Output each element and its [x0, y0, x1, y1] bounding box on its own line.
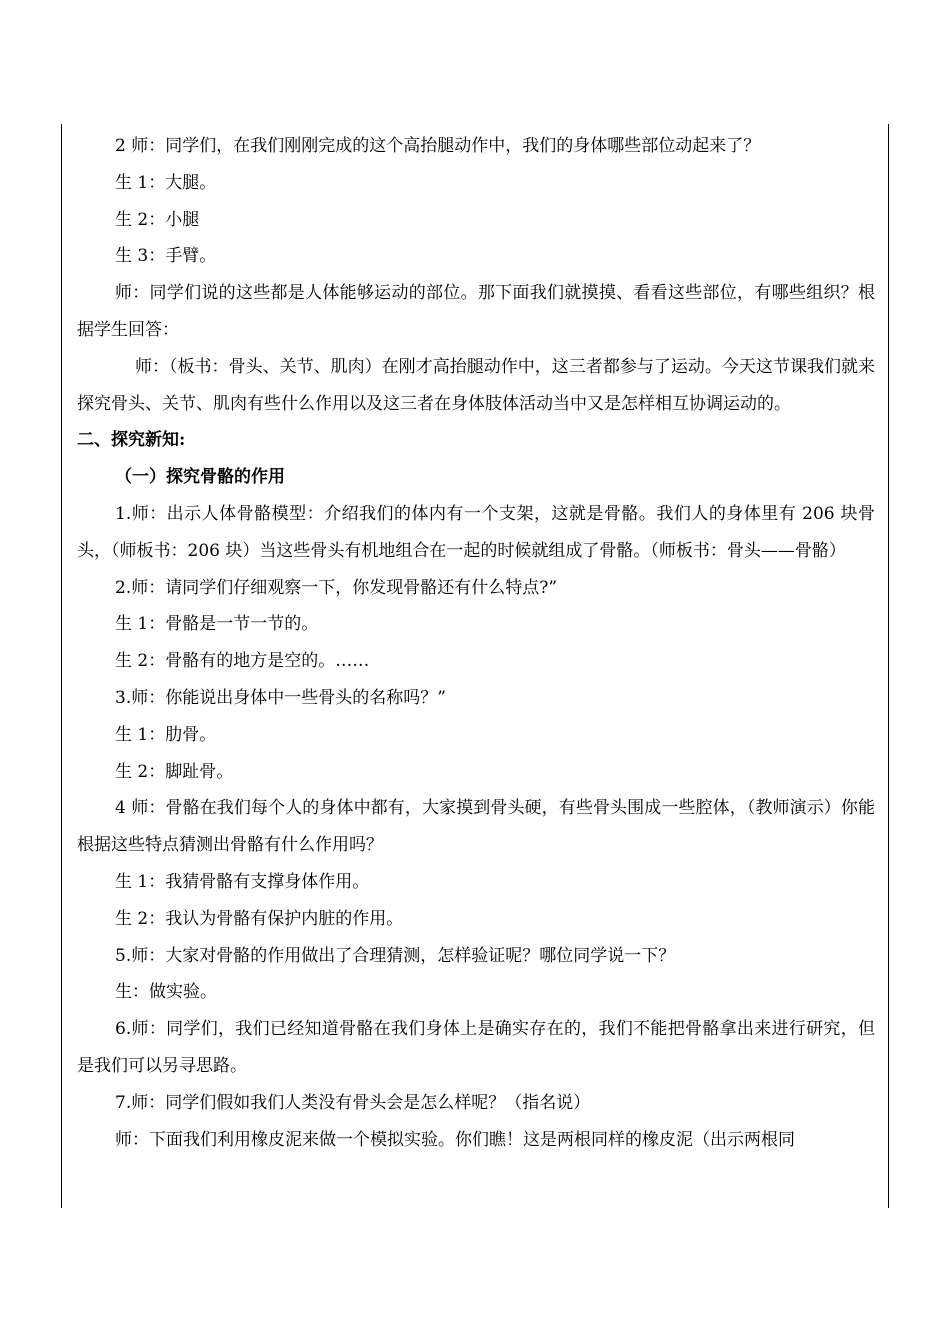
paragraph: 师：同学们说的这些都是人体能够运动的部位。那下面我们就摸摸、看看这些部位，有哪些组织？根据学生回答： [77, 283, 875, 340]
paragraph: 7.师：同学们假如我们人类没有骨头会是怎么样呢？（指名说） [115, 1092, 591, 1113]
paragraph: 1.师：出示人体骨骼模型：介绍我们的体内有一个支架，这就是骨骼。我们人的身体里有 206 块骨头，（师板书：206 块）当这些骨头有机地组合在一起的时候就组成了骨骼。（师板书：骨头——骨骼） [77, 503, 875, 561]
paragraph: 师：（板书：骨头、关节、肌肉）在刚才高抬腿动作中，这三者都参与了运动。今天这节课我们就来探究骨头、关节、肌肉有些什么作用以及这三者在身体肢体活动当中又是怎样相互协调运动的。 [77, 356, 875, 414]
paragraph: 生 2：小腿 [115, 209, 200, 230]
paragraph: 生 1：骨骼是一节一节的。 [115, 614, 319, 635]
paragraph: 生 2：骨骼有的地方是空的。…… [115, 651, 370, 672]
paragraph: 5.师：大家对骨骼的作用做出了合理猜测，怎样验证呢？哪位同学说一下？ [115, 945, 676, 966]
paragraph: 生：做实验。 [115, 982, 217, 1003]
paragraph: 生 2：脚趾骨。 [115, 761, 234, 782]
paragraph: 3.师：你能说出身体中一些骨头的名称吗？” [115, 687, 446, 708]
paragraph: 生 2：我认为骨骼有保护内脏的作用。 [115, 908, 404, 929]
lesson-content [77, 128, 875, 1158]
paragraph: 生 1：我猜骨骼有支撑身体作用。 [115, 871, 370, 892]
paragraph: 2 师：同学们，在我们刚刚完成的这个高抬腿动作中，我们的身体哪些部位动起来了？ [115, 136, 761, 156]
section-heading: 二、探究新知: [77, 430, 186, 451]
paragraph: 生 1：肋骨。 [115, 724, 217, 745]
paragraph: 生 1：大腿。 [115, 172, 217, 193]
paragraph: 生 3：手臂。 [115, 246, 217, 267]
paragraph: 2.师：请同学们仔细观察一下，你发现骨骼还有什么特点?” [115, 577, 558, 598]
paragraph: 师：下面我们利用橡皮泥来做一个模拟实验。你们瞧！这是两根同样的橡皮泥（出示两根同 [115, 1129, 795, 1150]
paragraph: 6.师：同学们，我们已经知道骨骼在我们身体上是确实存在的，我们不能把骨骼拿出来进行研究，但是我们可以另寻思路。 [77, 1019, 875, 1076]
subsection-heading: （一）探究骨骼的作用 [115, 467, 285, 488]
paragraph: 4 师：骨骼在我们每个人的身体中都有，大家摸到骨头硬，有些骨头围成一些腔体，（教师演示）你能根据这些特点猜测出骨骼有什么作用吗？ [77, 798, 875, 856]
